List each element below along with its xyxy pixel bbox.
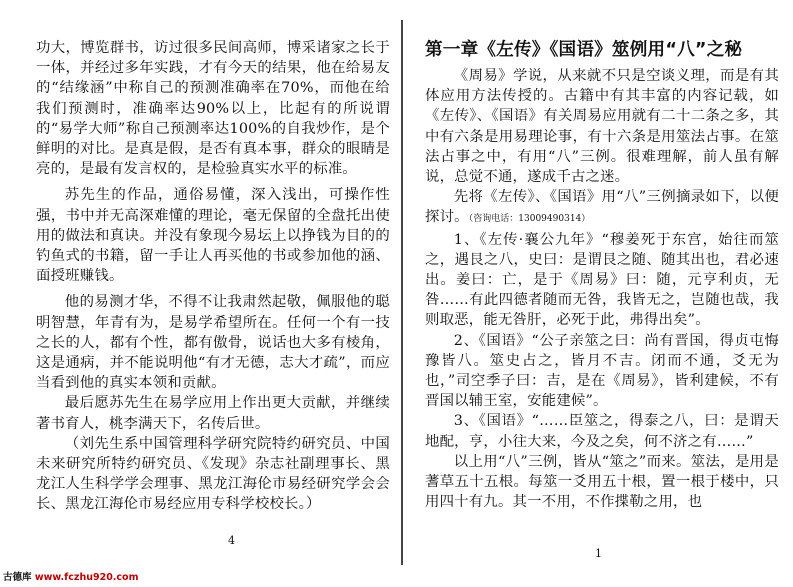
right-paragraph-6: 以上用“八”三例，皆从“筮之”而来。筮法，是用是蓍草五十五根。每筮一爻用五十根，置一根于楼中，只用四十有九。其一不用，不作揲勒之用，也	[425, 453, 779, 511]
left-paragraph-4: 最后愿苏先生在易学应用上作出更大贡献，并继续著书育人，桃李满天下，名传后世。	[36, 395, 390, 432]
right-paragraph-2	[425, 187, 779, 229]
right-page-number: 1	[595, 547, 602, 560]
site-footer	[3, 572, 138, 584]
left-paragraph-1: 功大，博览群书，访过很多民间高师，博采诸家之长于一体，并经过多年实践，才有今天的结果，他在给易友的“结缘涵”中称自己的预测准确率在70%，而他在给我们预测时，准确率达90%以上，比起有的所说谓的“易学大师”称自己预测率达100%的自我炒作，是个鲜明的对比。是真是假，是否有真本事，群众的眼睛是亮的，是最有发言权的，是检验真实水平的标准。	[36, 40, 390, 178]
right-page-body	[425, 38, 779, 512]
page-gutter-divider	[401, 20, 403, 565]
left-paragraph-5: （刘先生系中国管理科学研究院特约研究员、中国未来研究所特约研究员、《发现》杂志社副理事长、黑龙江人生科学学会理事、黑龙江海伦市易经研究学会会长、黑龙江海伦市易经应用专科学校校长。）	[36, 435, 390, 513]
footer-site-name: 古德库	[3, 572, 32, 583]
right-paragraph-1: 《周易》学说，从来就不只是空谈义理，而是有其体应用方法传授的。古籍中有其丰富的内容记载，如《左传》、《国语》有关周易应用就有二十二条之多，其中有六条是用易理论事，有十六条是用筮法占事。在筮法占事之中，有用“八”三例。很难理解，前人虽有解说，总觉不通，遂成千古之迷。	[425, 68, 779, 186]
consult-phone-note: （咨询电话：13009490314）	[468, 214, 591, 225]
left-page-body	[36, 38, 390, 515]
chapter-title: 第一章《左传》《国语》筮例用“八”之秘	[425, 40, 743, 60]
left-paragraph-3: 他的易测才华，不得不让我肃然起敬，佩服他的聪明智慧，年青有为，是易学希望所在。任何一个有一技之长的人，都有个性，都有傲骨，说话也大多有棱角，这是通病，并不能说明他“有才无德，志大才疏”，而应当看到他的真实本领和贡献。	[36, 294, 390, 392]
left-page-number: 4	[228, 534, 235, 547]
right-paragraph-5: 3、《国语》“……臣筮之，得泰之八，曰：是谓天地配，亨，小往大来，今及之矣，何不济之有……”	[425, 413, 779, 450]
right-paragraph-2-text: 先将《左传》、《国语》用“八”三例摘录如下，以便探讨。	[425, 189, 779, 226]
left-page	[0, 0, 400, 570]
footer-url-link[interactable]: www.fczhu920.com	[34, 572, 139, 583]
right-paragraph-4: 2、《国语》“公子亲筮之曰：尚有晋国，得贞屯悔豫皆八。筮史占之，皆月不吉。闭而不通，爻无为也，”司空季子曰：吉，是在《周易》，皆利建候，不有晋国以辅王室，安能建候”。	[425, 332, 779, 410]
right-page	[405, 0, 793, 570]
left-paragraph-2: 苏先生的作品，通俗易懂，深入浅出，可操作性强，书中并无高深难懂的理论，毫无保留的全盘托出使用的做法和真诀。并没有象现今易坛上以挣钱为目的的钓鱼式的书籍，留一手让人再买他的书或参加他的涵、面授班赚钱。	[36, 187, 390, 285]
right-paragraph-3: 1、《左传·襄公九年》“穆姜死于东宫，始往而筮之，遇艮之八，史曰：是谓艮之随、随其出也，君必速出。姜曰：亡，是于《周易》曰：随，元亨利贞，无咎……有此四德者随而无咎，我皆无之，岂随也哉，我则取恶，能无咎肝，必死于此，弗得出矣”。	[425, 231, 779, 329]
